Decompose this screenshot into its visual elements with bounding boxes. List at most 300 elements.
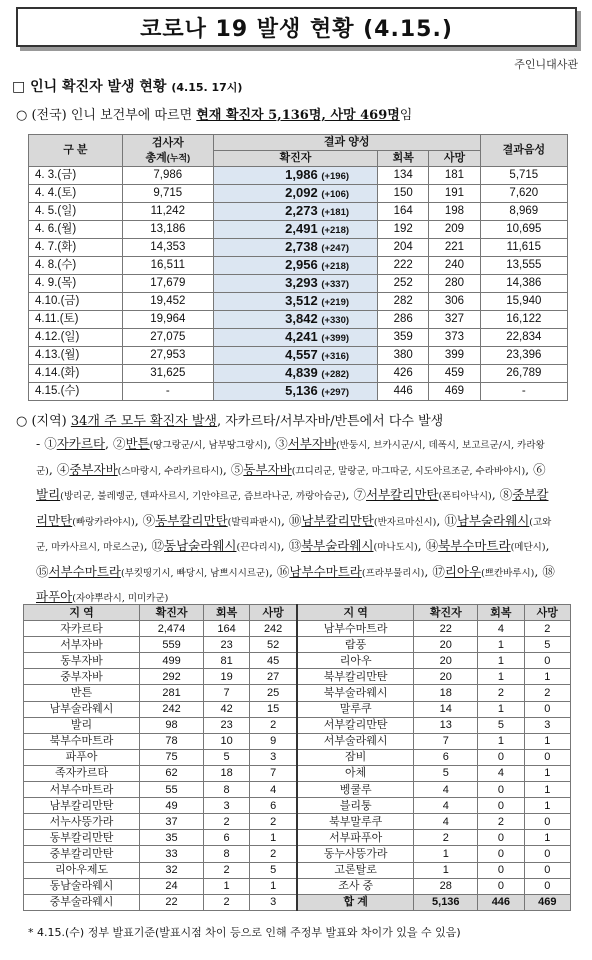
confirmed-increase: (+181) bbox=[321, 207, 350, 218]
region-name: 반튼 bbox=[125, 436, 150, 451]
region-cell: 리아우제도 bbox=[24, 862, 140, 878]
region-detail: (폰티아낙시) bbox=[438, 491, 492, 502]
region-number: ⑨ bbox=[142, 512, 156, 528]
deaths-cell: 469 bbox=[429, 383, 480, 401]
recovered-cell: 192 bbox=[378, 221, 429, 239]
deaths-cell: 2 bbox=[250, 717, 297, 733]
deaths-cell: 469 bbox=[524, 894, 570, 910]
region-number: ⑥ bbox=[533, 461, 546, 477]
region-cell: 동누사뜽가라 bbox=[297, 846, 414, 862]
tested-cell: 27,953 bbox=[122, 347, 213, 365]
confirmed-value: 3,512 bbox=[285, 293, 318, 308]
recovered-cell: 4 bbox=[478, 621, 524, 637]
negative-cell: 16,122 bbox=[480, 311, 567, 329]
header-negative: 결과음성 bbox=[480, 135, 567, 167]
header-tested-unit: (누적) bbox=[166, 152, 191, 163]
table-row bbox=[29, 185, 568, 203]
region-cell: 북부칼리만탄 bbox=[297, 669, 414, 685]
header-confirmed: 확진자 bbox=[213, 151, 377, 167]
region-entry bbox=[289, 513, 436, 528]
confirmed-cell: 281 bbox=[140, 685, 204, 701]
deaths-cell: 198 bbox=[429, 203, 480, 221]
table-row bbox=[29, 167, 568, 185]
header-confirmed-left: 확진자 bbox=[140, 605, 204, 621]
region-cell: 아체 bbox=[297, 765, 414, 781]
region-cell: 블리퉁 bbox=[297, 798, 414, 814]
negative-cell: 23,396 bbox=[480, 347, 567, 365]
confirmed-cell: 28 bbox=[414, 878, 478, 894]
region-cell: 파푸아 bbox=[24, 749, 140, 765]
confirmed-cell bbox=[213, 275, 377, 293]
confirmed-value: 3,842 bbox=[285, 311, 318, 326]
region-number: ⑬ bbox=[288, 538, 302, 553]
tested-cell: 9,715 bbox=[122, 185, 213, 203]
negative-cell: 14,386 bbox=[480, 275, 567, 293]
confirmed-cell bbox=[213, 293, 377, 311]
recovered-cell: 0 bbox=[478, 830, 524, 846]
deaths-cell: 327 bbox=[429, 311, 480, 329]
recovered-cell: 23 bbox=[203, 637, 249, 653]
confirmed-increase: (+218) bbox=[321, 261, 350, 272]
date-cell: 4. 4.(토) bbox=[29, 185, 123, 203]
table-row bbox=[24, 798, 571, 814]
deaths-cell: 399 bbox=[429, 347, 480, 365]
recovered-cell: 5 bbox=[478, 717, 524, 733]
confirmed-cell: 20 bbox=[414, 653, 478, 669]
deaths-cell: 459 bbox=[429, 365, 480, 383]
deaths-cell: 0 bbox=[524, 749, 570, 765]
region-number: ④ bbox=[56, 461, 70, 477]
confirmed-cell: 22 bbox=[414, 621, 478, 637]
table-row bbox=[24, 669, 571, 685]
region-detail: (빠랑카라야시) bbox=[72, 516, 135, 528]
header-tested-line2: 총계 bbox=[145, 151, 167, 164]
recovered-cell: 0 bbox=[478, 782, 524, 798]
deaths-cell: 5 bbox=[524, 637, 570, 653]
confirmed-increase: (+316) bbox=[321, 351, 350, 362]
region-detail: (마나도시) bbox=[373, 542, 418, 553]
header-recovered: 회복 bbox=[378, 151, 429, 167]
table-row bbox=[29, 239, 568, 257]
confirmed-cell: 32 bbox=[140, 862, 204, 878]
confirmed-cell: 62 bbox=[140, 765, 204, 781]
date-cell: 4.11.(토) bbox=[29, 311, 123, 329]
confirmed-cell: 242 bbox=[140, 701, 204, 717]
recovered-cell: 6 bbox=[203, 830, 249, 846]
header-deaths: 사망 bbox=[429, 151, 480, 167]
tested-cell: 16,511 bbox=[122, 257, 213, 275]
recovered-cell: 282 bbox=[378, 293, 429, 311]
recovered-cell: 8 bbox=[203, 782, 249, 798]
region-name: 리아우 bbox=[444, 563, 482, 579]
tested-cell: 14,353 bbox=[122, 239, 213, 257]
region-cell: 남부수마트라 bbox=[297, 621, 414, 637]
confirmed-increase: (+218) bbox=[321, 225, 350, 236]
region-entry bbox=[44, 436, 105, 451]
region-name: 중부자바 bbox=[69, 461, 118, 477]
negative-cell: 22,834 bbox=[480, 329, 567, 347]
region-detail: (끈다리시) bbox=[236, 542, 281, 553]
recovered-cell: 42 bbox=[203, 701, 249, 717]
confirmed-cell bbox=[213, 239, 377, 257]
region-number: ⑪ bbox=[444, 512, 457, 528]
region-entry bbox=[277, 564, 424, 579]
region-detail: (끄디리군, 말랑군, 마그따군, 시도아르조군, 수라바야시) bbox=[291, 465, 526, 477]
confirmed-value: 2,738 bbox=[285, 239, 318, 254]
confirmed-cell: 2 bbox=[414, 830, 478, 846]
header-recovered-left: 회복 bbox=[203, 605, 249, 621]
region-cell: 서부술라웨시 bbox=[297, 733, 414, 749]
deaths-cell: 2 bbox=[524, 621, 570, 637]
region-name: 서부자바 bbox=[287, 436, 337, 451]
negative-cell: 13,555 bbox=[480, 257, 567, 275]
deaths-cell: 242 bbox=[250, 621, 297, 637]
confirmed-cell: 1 bbox=[414, 846, 478, 862]
deaths-cell: 1 bbox=[524, 782, 570, 798]
region-detail: (반자르마신시) bbox=[373, 516, 437, 528]
region-cell: 잠비 bbox=[297, 749, 414, 765]
region-detail: (스마랑시, 수라카르타시) bbox=[117, 465, 223, 477]
recovered-cell: 164 bbox=[203, 621, 249, 637]
header-deaths-left: 사망 bbox=[250, 605, 297, 621]
date-cell: 4. 5.(일) bbox=[29, 203, 123, 221]
deaths-cell: 4 bbox=[250, 782, 297, 798]
recovered-cell: 2 bbox=[478, 814, 524, 830]
regions-list: - ①자카르타, ②반튼(땅그랑군/시, 남부땅그랑시), ③서부자바(반둥시, 브카시군/시, 데폭시, 보고르군/시, 카라왕군), ④중부자바(스마랑시, 수라카르타시), ⑤동부자바(끄디리군, 말랑군, 마그따군, 시도아르조군, 수라바야시), ⑥발리(방리군, 불레렝군, 덴파사르시, 기안야르군, 즘브라나군, 까랑아슴군), ⑦서부칼리만탄(폰티아낙시), ⑧중부칼리만탄(빠랑카라야시), ⑨동부칼리만탄(발릭파판시), ⑩남부칼리만탄(반자르마신시), ⑪남부술라웨시(고와군, 마카사르시, 마로스군), ⑫동남술라웨시(끈다리시), ⑬북부술라웨시(마나도시), ⑭북부수마트라(메단시), ⑮서부수마트라(부킷띵기시, 빠당시, 남쁘시시르군), ⑯남부수마트라(프라부물리시), ⑰리아우(쁘칸바루시), ⑱파푸아(자야뿌라시, 미미카군) bbox=[36, 436, 555, 604]
date-cell: 4. 6.(월) bbox=[29, 221, 123, 239]
region-cell: 동남술라웨시 bbox=[24, 878, 140, 894]
region-number: ⑮ bbox=[36, 563, 49, 579]
date-cell: 4.10.(금) bbox=[29, 293, 123, 311]
recovered-cell: 204 bbox=[378, 239, 429, 257]
region-name: 서부칼리만탄 bbox=[366, 487, 439, 502]
deaths-cell: 2 bbox=[250, 846, 297, 862]
region-entry bbox=[231, 462, 525, 477]
region-name: 북부수마트라 bbox=[438, 538, 511, 553]
table-row bbox=[29, 257, 568, 275]
region-cell: 북부수마트라 bbox=[24, 733, 140, 749]
region-detail: (자야뿌라시, 미미카군) bbox=[72, 593, 169, 604]
confirmed-cell: 6 bbox=[414, 749, 478, 765]
confirmed-cell bbox=[213, 203, 377, 221]
confirmed-increase: (+247) bbox=[321, 243, 350, 254]
confirmed-cell: 559 bbox=[140, 637, 204, 653]
region-number: ② bbox=[112, 436, 126, 451]
date-cell: 4.12.(일) bbox=[29, 329, 123, 347]
header-deaths-right: 사망 bbox=[524, 605, 570, 621]
recovered-cell: 222 bbox=[378, 257, 429, 275]
region-cell: 서부칼리만탄 bbox=[297, 717, 414, 733]
national-summary-prefix: ○ (전국) 인니 보건부에 따르면 bbox=[16, 108, 197, 123]
region-cell: 남부술라웨시 bbox=[24, 701, 140, 717]
confirmed-cell: 14 bbox=[414, 701, 478, 717]
region-number: ⑩ bbox=[288, 512, 302, 528]
tested-cell: 19,964 bbox=[122, 311, 213, 329]
region-cell: 중부자바 bbox=[24, 669, 140, 685]
confirmed-cell: 5 bbox=[414, 765, 478, 781]
date-cell: 4. 3.(금) bbox=[29, 167, 123, 185]
recovered-cell: 359 bbox=[378, 329, 429, 347]
region-number: ⑤ bbox=[230, 461, 244, 477]
region-number: ⑰ bbox=[432, 563, 445, 579]
section-heading-text: □ 인니 확진자 발생 현황 bbox=[12, 79, 167, 95]
region-cell: 조사 중 bbox=[297, 878, 414, 894]
recovered-cell: 1 bbox=[203, 878, 249, 894]
deaths-cell: 2 bbox=[250, 814, 297, 830]
confirmed-cell: 24 bbox=[140, 878, 204, 894]
region-name: 동부자바 bbox=[243, 461, 292, 477]
negative-cell: 7,620 bbox=[480, 185, 567, 203]
confirmed-cell: 499 bbox=[140, 653, 204, 669]
region-number: ⑧ bbox=[499, 487, 513, 502]
confirmed-cell: 37 bbox=[140, 814, 204, 830]
confirmed-value: 4,557 bbox=[285, 347, 318, 362]
table-row bbox=[29, 365, 568, 383]
recovered-cell: 0 bbox=[478, 862, 524, 878]
deaths-cell: 3 bbox=[524, 717, 570, 733]
table-row bbox=[24, 814, 571, 830]
confirmed-cell: 1 bbox=[414, 862, 478, 878]
region-detail: (반둥시, 브카시군/시, 데폭시, 보고르군/시, 카라왕군) bbox=[36, 440, 545, 477]
deaths-cell: 0 bbox=[524, 701, 570, 717]
tested-cell: 13,186 bbox=[122, 221, 213, 239]
confirmed-cell: 20 bbox=[414, 669, 478, 685]
table-row bbox=[29, 329, 568, 347]
deaths-cell: 15 bbox=[250, 701, 297, 717]
region-number: ③ bbox=[275, 436, 288, 451]
region-cell: 벵쿨루 bbox=[297, 782, 414, 798]
date-cell: 4. 8.(수) bbox=[29, 257, 123, 275]
deaths-cell: 0 bbox=[524, 814, 570, 830]
deaths-cell: 280 bbox=[429, 275, 480, 293]
table-row bbox=[24, 653, 571, 669]
region-name: 남부술라웨시 bbox=[456, 512, 530, 528]
region-detail: (쁘칸바루시) bbox=[481, 567, 535, 579]
recovered-cell: 446 bbox=[378, 383, 429, 401]
table-row bbox=[29, 311, 568, 329]
confirmed-value: 2,956 bbox=[285, 257, 318, 272]
region-cell: 리아우 bbox=[297, 653, 414, 669]
deaths-cell: 209 bbox=[429, 221, 480, 239]
region-name: 자카르타 bbox=[56, 436, 106, 451]
confirmed-cell bbox=[213, 383, 377, 401]
confirmed-value: 3,293 bbox=[285, 275, 318, 290]
table-row bbox=[29, 383, 568, 401]
recovered-cell: 2 bbox=[203, 862, 249, 878]
region-name: 서부수마트라 bbox=[48, 563, 121, 579]
recovered-cell: 0 bbox=[478, 749, 524, 765]
deaths-cell: 373 bbox=[429, 329, 480, 347]
confirmed-cell: 49 bbox=[140, 798, 204, 814]
document-title: 코로나 19 발생 현황 (4.15.) bbox=[16, 7, 577, 47]
deaths-cell: 181 bbox=[429, 167, 480, 185]
confirmed-cell: 35 bbox=[140, 830, 204, 846]
table-row bbox=[24, 846, 571, 862]
deaths-cell: 2 bbox=[524, 685, 570, 701]
confirmed-value: 2,491 bbox=[285, 221, 318, 236]
regional-summary bbox=[16, 410, 443, 429]
recovered-cell: 2 bbox=[478, 685, 524, 701]
table-row bbox=[29, 275, 568, 293]
confirmed-value: 2,273 bbox=[285, 203, 318, 218]
negative-cell: 8,969 bbox=[480, 203, 567, 221]
confirmed-cell: 4 bbox=[414, 782, 478, 798]
section-heading-date: (4.15. 17시) bbox=[171, 81, 243, 94]
deaths-cell: 221 bbox=[429, 239, 480, 257]
recovered-cell: 426 bbox=[378, 365, 429, 383]
header-region-right: 지 역 bbox=[297, 605, 414, 621]
region-name: 발리 bbox=[36, 487, 61, 502]
header-region-left: 지 역 bbox=[24, 605, 140, 621]
regional-summary-prefix: ○ (지역) bbox=[16, 414, 71, 429]
region-entry bbox=[113, 436, 267, 451]
tested-cell: 19,452 bbox=[122, 293, 213, 311]
region-cell: 발리 bbox=[24, 717, 140, 733]
confirmed-cell: 18 bbox=[414, 685, 478, 701]
recovered-cell: 0 bbox=[478, 878, 524, 894]
confirmed-cell: 33 bbox=[140, 846, 204, 862]
header-positive: 결과 양성 bbox=[213, 135, 480, 151]
deaths-cell: 1 bbox=[524, 733, 570, 749]
recovered-cell: 134 bbox=[378, 167, 429, 185]
region-cell: 람풍 bbox=[297, 637, 414, 653]
national-summary bbox=[16, 104, 412, 123]
region-cell: 서부파푸아 bbox=[297, 830, 414, 846]
tested-cell: 27,075 bbox=[122, 329, 213, 347]
recovered-cell: 19 bbox=[203, 669, 249, 685]
confirmed-cell: 20 bbox=[414, 637, 478, 653]
confirmed-cell bbox=[213, 347, 377, 365]
negative-cell: 11,615 bbox=[480, 239, 567, 257]
region-number: ⑱ bbox=[542, 563, 555, 579]
table-row bbox=[24, 701, 571, 717]
confirmed-increase: (+399) bbox=[321, 333, 350, 344]
deaths-cell: 6 bbox=[250, 798, 297, 814]
confirmed-cell bbox=[213, 221, 377, 239]
confirmed-increase: (+196) bbox=[321, 171, 350, 182]
recovered-cell: 2 bbox=[203, 894, 249, 910]
confirmed-cell bbox=[213, 185, 377, 203]
deaths-cell: 45 bbox=[250, 653, 297, 669]
deaths-cell: 0 bbox=[524, 846, 570, 862]
deaths-cell: 5 bbox=[250, 862, 297, 878]
deaths-cell: 240 bbox=[429, 257, 480, 275]
confirmed-cell: 98 bbox=[140, 717, 204, 733]
deaths-cell: 1 bbox=[524, 765, 570, 781]
region-cell: 북부술라웨시 bbox=[297, 685, 414, 701]
regions-lead: - bbox=[36, 436, 45, 451]
region-cell: 남부칼리만탄 bbox=[24, 798, 140, 814]
confirmed-cell: 7 bbox=[414, 733, 478, 749]
region-entry bbox=[143, 513, 281, 528]
region-cell: 말루쿠 bbox=[297, 701, 414, 717]
region-name: 동남술라웨시 bbox=[164, 538, 237, 553]
header-category: 구 분 bbox=[29, 135, 123, 167]
confirmed-cell: 13 bbox=[414, 717, 478, 733]
table-row bbox=[24, 878, 571, 894]
region-entry bbox=[289, 538, 418, 553]
recovered-cell: 150 bbox=[378, 185, 429, 203]
confirmed-cell: 2,474 bbox=[140, 621, 204, 637]
region-cell: 합 계 bbox=[297, 894, 414, 910]
region-entry bbox=[426, 538, 546, 553]
table-row bbox=[24, 894, 571, 910]
deaths-cell: 25 bbox=[250, 685, 297, 701]
region-entry bbox=[354, 487, 492, 502]
table-row bbox=[29, 203, 568, 221]
confirmed-value: 5,136 bbox=[285, 383, 318, 398]
deaths-cell: 1 bbox=[524, 669, 570, 685]
region-name: 파푸아 bbox=[36, 589, 73, 604]
date-cell: 4.15.(수) bbox=[29, 383, 123, 401]
table-row bbox=[24, 782, 571, 798]
deaths-cell: 0 bbox=[524, 653, 570, 669]
confirmed-increase: (+337) bbox=[321, 279, 350, 290]
region-cell: 동부칼리만탄 bbox=[24, 830, 140, 846]
confirmed-cell bbox=[213, 311, 377, 329]
recovered-cell: 1 bbox=[478, 669, 524, 685]
national-summary-highlight: 현재 확진자 5,136명, 사망 469명 bbox=[196, 108, 400, 123]
region-number: ⑭ bbox=[425, 538, 439, 553]
region-cell: 서부수마트라 bbox=[24, 782, 140, 798]
regional-cases-table bbox=[23, 604, 571, 911]
region-detail: (프라부물리시) bbox=[361, 567, 425, 579]
region-name: 북부술라웨시 bbox=[301, 538, 374, 553]
region-name: 남부칼리만탄 bbox=[301, 512, 374, 528]
deaths-cell: 1 bbox=[250, 830, 297, 846]
region-cell: 반튼 bbox=[24, 685, 140, 701]
deaths-cell: 27 bbox=[250, 669, 297, 685]
negative-cell: 26,789 bbox=[480, 365, 567, 383]
recovered-cell: 0 bbox=[478, 846, 524, 862]
section-heading bbox=[12, 76, 242, 96]
recovered-cell: 4 bbox=[478, 765, 524, 781]
confirmed-value: 4,839 bbox=[285, 365, 318, 380]
region-entry bbox=[432, 564, 534, 579]
confirmed-value: 4,241 bbox=[285, 329, 318, 344]
region-entry bbox=[152, 538, 281, 553]
confirmed-cell: 5,136 bbox=[414, 894, 478, 910]
table-row bbox=[24, 749, 571, 765]
recovered-cell: 8 bbox=[203, 846, 249, 862]
table-row bbox=[29, 347, 568, 365]
deaths-cell: 7 bbox=[250, 765, 297, 781]
confirmed-increase: (+330) bbox=[321, 315, 350, 326]
table-row bbox=[29, 293, 568, 311]
confirmed-cell: 22 bbox=[140, 894, 204, 910]
region-cell: 자카르타 bbox=[24, 621, 140, 637]
recovered-cell: 2 bbox=[203, 814, 249, 830]
table-row bbox=[24, 862, 571, 878]
recovered-cell: 380 bbox=[378, 347, 429, 365]
table-row bbox=[24, 685, 571, 701]
confirmed-cell: 4 bbox=[414, 798, 478, 814]
negative-cell: - bbox=[480, 383, 567, 401]
region-detail: (메단시) bbox=[510, 542, 546, 553]
recovered-cell: 3 bbox=[203, 798, 249, 814]
table-row bbox=[24, 765, 571, 781]
recovered-cell: 286 bbox=[378, 311, 429, 329]
recovered-cell: 81 bbox=[203, 653, 249, 669]
confirmed-increase: (+282) bbox=[321, 369, 350, 380]
date-cell: 4. 7.(화) bbox=[29, 239, 123, 257]
recovered-cell: 164 bbox=[378, 203, 429, 221]
confirmed-increase: (+297) bbox=[321, 387, 350, 398]
regional-summary-highlight: 34개 주 모두 확진자 발생 bbox=[70, 414, 217, 429]
deaths-cell: 3 bbox=[250, 894, 297, 910]
header-tested bbox=[122, 135, 213, 167]
region-number: ⑫ bbox=[151, 538, 165, 553]
